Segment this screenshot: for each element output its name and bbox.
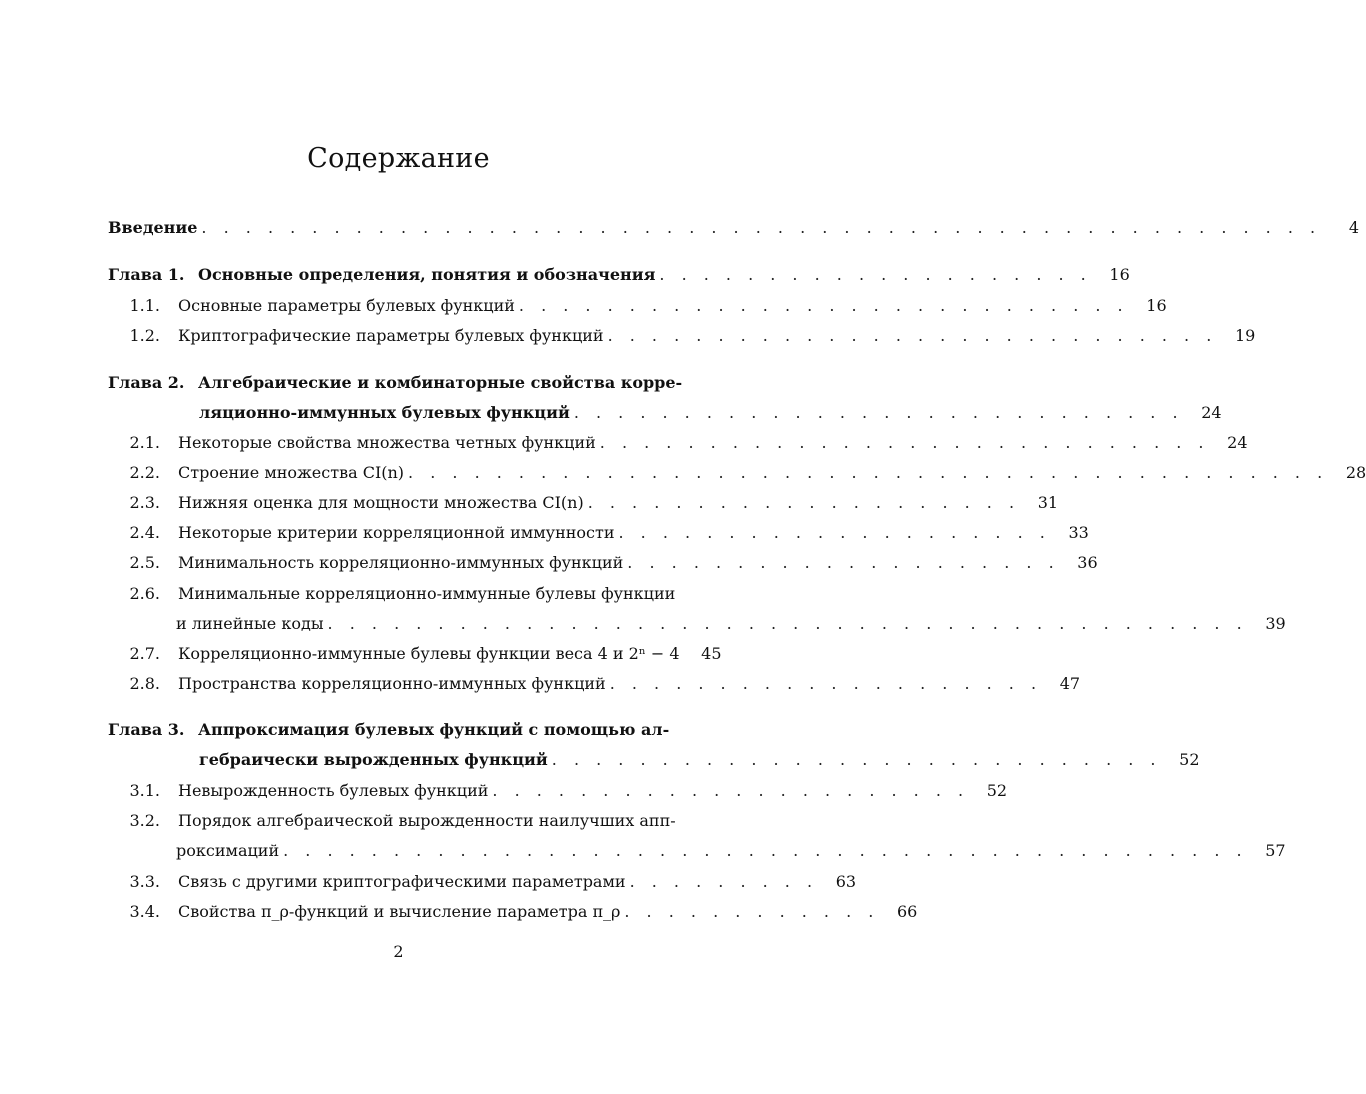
section-number: 3.3. [129, 872, 160, 891]
toc-leader: . . . . . . . . . . . . . . . . . . . . . . . . . . . . [518, 296, 1129, 315]
section-number: 2.6. [129, 584, 160, 603]
section-number: 1.1. [129, 296, 160, 315]
toc-page: 36 [1077, 553, 1098, 572]
section-number: 3.1. [129, 781, 160, 800]
chapter-title-line-1: Аппроксимация булевых функций с помощью ал- [198, 720, 670, 739]
toc-page: 16 [1146, 296, 1167, 315]
toc-leader: . . . . . . . . . . . . . . . . . . . . . . . . . . . . . . . . . . . . . . . . . . [408, 463, 1329, 482]
toc-entry-section[interactable] [108, 523, 1089, 549]
toc-page: 24 [1227, 433, 1248, 452]
section-title: Свойства π_ρ-функций и вычисление параметра π_ρ [178, 902, 621, 921]
section-title: Некоторые свойства множества четных функций [178, 433, 596, 452]
toc-page: 45 [701, 644, 722, 663]
chapter-label: Глава 1. [108, 265, 185, 284]
toc-leader: . . . . . . . . . . . . . . . . . . . . [659, 265, 1092, 284]
toc-leader: . . . . . . . . . . . . . . . . . . . . . . . . . . . . [607, 326, 1218, 345]
toc-entry-section-cont[interactable] [176, 841, 1286, 867]
toc-leader: . . . . . . . . . [629, 872, 819, 891]
section-number: 1.2. [129, 326, 160, 345]
section-number: 2.3. [129, 493, 160, 512]
page-title: Содержание [307, 143, 490, 174]
section-title-line-2: роксимаций [176, 841, 280, 860]
toc-page: 63 [835, 872, 857, 891]
toc-entry-section[interactable] [108, 644, 722, 670]
section-title: Основные параметры булевых функций [178, 296, 515, 315]
toc-entry-section-cont[interactable] [176, 614, 1286, 640]
toc-entry-section[interactable] [108, 493, 1059, 519]
toc-leader: . . . . . . . . . . . . . . . . . . . . . . . . . . . . [551, 750, 1162, 769]
toc-leader: . . . . . . . . . . . . . . . . . . . . . . . . . . . . . . . . . . . . . . . . . . . . . . . . . . . [201, 218, 1322, 237]
toc-entry-chapter-3[interactable] [108, 720, 668, 746]
chapter-title-line-2: гебраически вырожденных функций [199, 750, 548, 769]
toc-leader: . . . . . . . . . . . . . . . . . . . . [587, 493, 1021, 512]
toc-page: 52 [986, 781, 1008, 800]
toc-leader: . . . . . . . . . . . . . . . . . . . . [609, 674, 1043, 693]
section-title: Строение множества CI(n) [178, 463, 405, 482]
toc-page: 19 [1234, 326, 1256, 345]
section-title-line-1: Порядок алгебраической вырожденности наилучших апп- [178, 811, 676, 830]
toc-leader: . . . . . . . . . . . . . . . . . . . . . . . . . . . . [573, 403, 1184, 422]
section-title: Некоторые критерии корреляционной иммунности [178, 523, 615, 542]
toc-leader: . . . . . . . . . . . . . . . . . . . . . . . . . . . . . . . . . . . . . . . . . . . . [283, 841, 1248, 860]
chapter-label: Глава 2. [108, 373, 185, 392]
toc-entry-section[interactable] [108, 463, 1366, 489]
section-number: 2.7. [129, 644, 160, 663]
toc-page: 57 [1265, 841, 1286, 860]
toc-leader: . . . . . . . . . . . . . . . . . . . . [627, 553, 1060, 572]
toc-page: 39 [1265, 614, 1286, 633]
toc-page: 66 [897, 902, 918, 921]
section-title: Криптографические параметры булевых функций [178, 326, 604, 345]
toc-entry-section[interactable] [108, 872, 857, 898]
section-title: Связь с другими криптографическими параметрами [178, 872, 626, 891]
section-title: Минимальность корреляционно-иммунных функций [178, 553, 624, 572]
toc-page: 28 [1345, 463, 1366, 482]
toc-entry-intro[interactable] [108, 218, 1360, 244]
section-number: 3.4. [129, 902, 160, 921]
section-title-line-2: и линейные коды [176, 614, 324, 633]
section-number: 2.2. [129, 463, 160, 482]
section-title: Невырожденность булевых функций [178, 781, 489, 800]
toc-entry-section[interactable] [108, 902, 918, 928]
toc-entry-section[interactable] [108, 674, 1081, 700]
toc-entry-section[interactable] [108, 811, 676, 837]
section-number: 3.2. [129, 811, 160, 830]
chapter-title: Основные определения, понятия и обозначения [198, 265, 656, 284]
section-number: 2.8. [129, 674, 160, 693]
toc-leader: . . . . . . . . . . . . . . . . . . . . . . [492, 781, 970, 800]
section-title: Нижняя оценка для мощности множества CI(n) [178, 493, 584, 512]
page-number: 2 [393, 942, 404, 961]
toc-page: 4 [1348, 218, 1360, 237]
toc-entry-section[interactable] [108, 433, 1248, 459]
section-number: 2.5. [129, 553, 160, 572]
toc-page: 16 [1109, 265, 1130, 284]
toc-leader: . . . . . . . . . . . . [624, 902, 880, 921]
toc-leader: . . . . . . . . . . . . . . . . . . . . . . . . . . . . . . . . . . . . . . . . . . [327, 614, 1248, 633]
section-title-line-1: Минимальные корреляционно-иммунные булевы функции [178, 584, 676, 603]
toc-leader: . . . . . . . . . . . . . . . . . . . . . . . . . . . . [599, 433, 1210, 452]
toc-entry-chapter-1[interactable] [108, 265, 1130, 291]
toc-entry-chapter-2-cont[interactable] [199, 403, 1222, 429]
toc-page: 52 [1179, 750, 1200, 769]
toc-page: 47 [1059, 674, 1081, 693]
chapter-title-line-1: Алгебраические и комбинаторные свойства корре- [198, 373, 683, 392]
toc-entry-chapter-3-cont[interactable] [199, 750, 1200, 776]
chapter-title-line-2: ляционно-иммунных булевых функций [199, 403, 570, 422]
section-title: Корреляционно-иммунные булевы функции веса 4 и 2ⁿ − 4 [178, 644, 680, 663]
toc-page: 24 [1201, 403, 1222, 422]
section-number: 2.1. [129, 433, 160, 452]
toc-leader: . . . . . . . . . . . . . . . . . . . . [618, 523, 1051, 542]
section-title: Пространства корреляционно-иммунных функций [178, 674, 606, 693]
chapter-label: Глава 3. [108, 720, 185, 739]
toc-entry-section[interactable] [108, 553, 1098, 579]
toc-entry-chapter-2[interactable] [108, 373, 683, 399]
toc-page: 33 [1068, 523, 1089, 542]
section-number: 2.4. [129, 523, 160, 542]
toc-entry-section[interactable] [108, 296, 1167, 322]
toc-entry-section[interactable] [108, 781, 1008, 807]
toc-entry-section[interactable] [108, 326, 1256, 352]
toc-entry-section[interactable] [108, 584, 676, 610]
toc-intro-label: Введение [108, 218, 198, 237]
toc-page: 31 [1037, 493, 1059, 512]
